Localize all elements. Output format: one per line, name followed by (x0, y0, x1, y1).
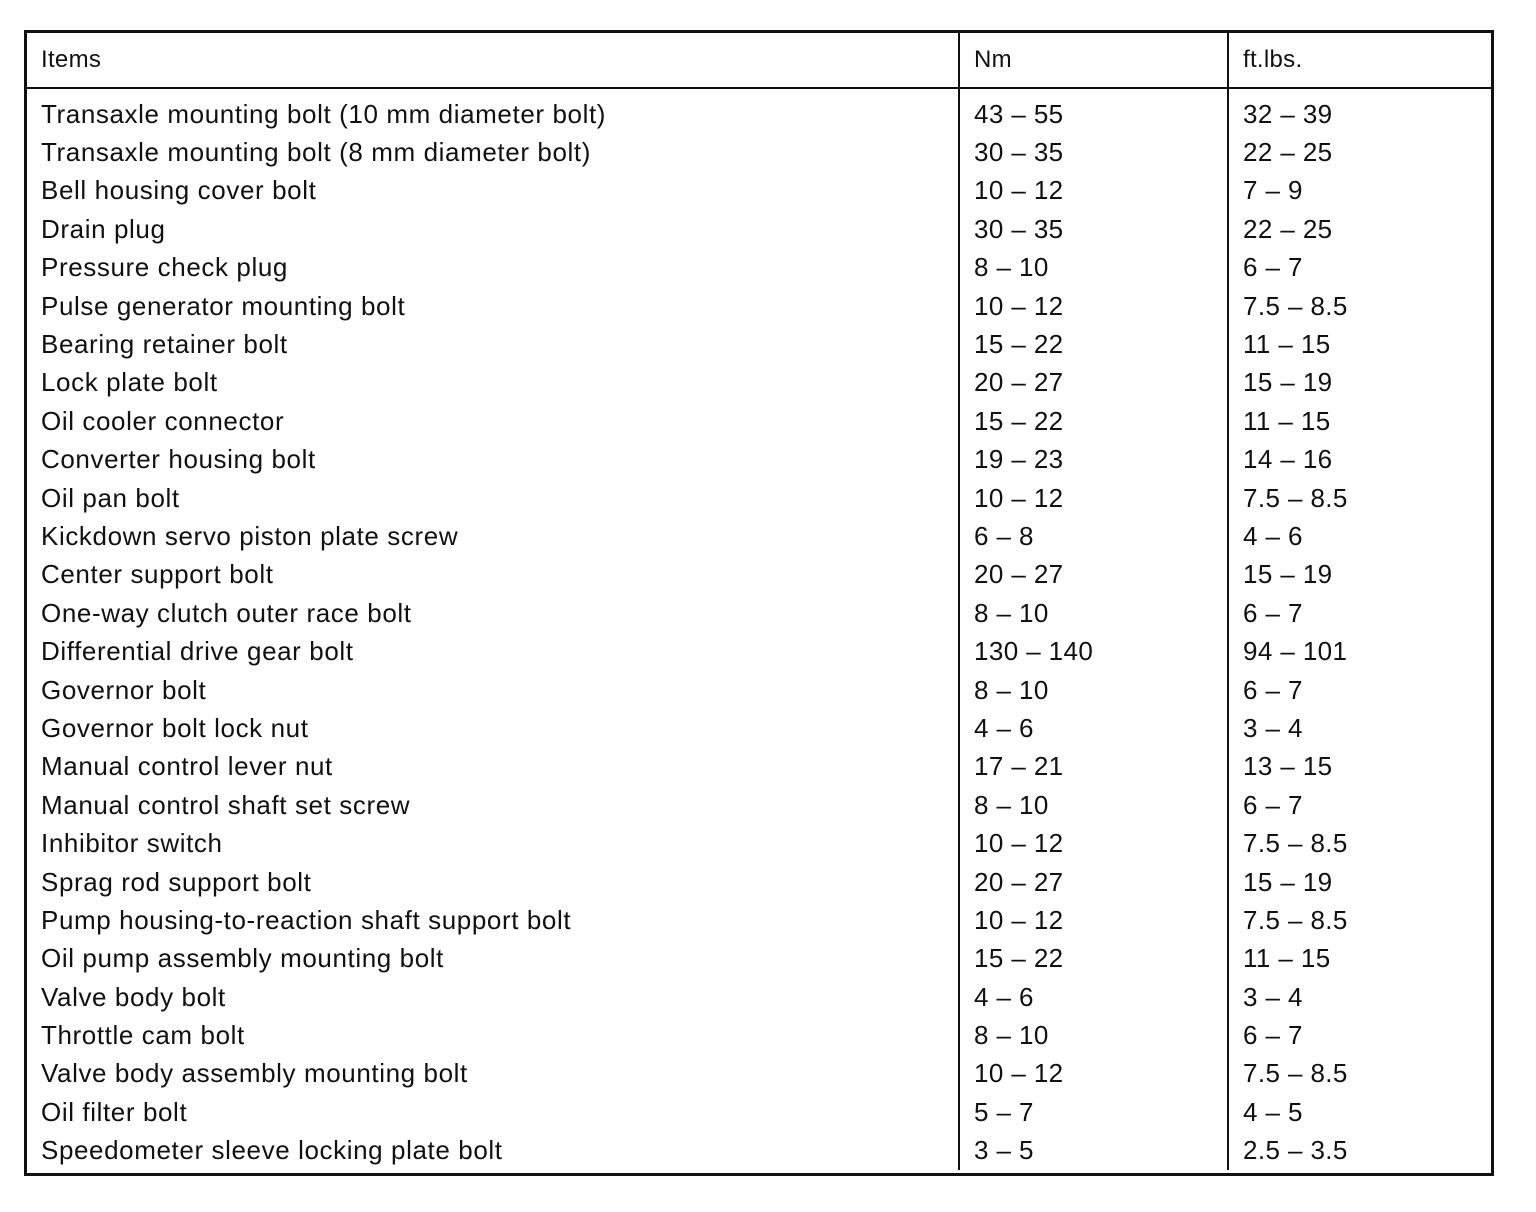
nm-cell: 10 – 12 (959, 479, 1228, 517)
header-row (27, 33, 1491, 88)
table-row (27, 978, 1491, 1016)
item-cell: Pulse generator mounting bolt (41, 290, 406, 321)
table-row (27, 594, 1491, 632)
item-cell: Transaxle mounting bolt (10 mm diameter bolt) (41, 98, 607, 129)
item-cell: Manual control lever nut (41, 751, 333, 782)
table-row (27, 748, 1491, 786)
ftlbs-cell: 14 – 16 (1228, 441, 1491, 479)
item-cell: Pump housing-to-reaction shaft support bolt (41, 904, 572, 935)
ftlbs-cell: 13 – 15 (1228, 748, 1491, 786)
nm-cell: 3 – 5 (959, 1132, 1228, 1170)
torque-spec-table (27, 33, 1491, 1170)
table-row (27, 210, 1491, 248)
item-cell: Oil filter bolt (41, 1096, 188, 1127)
nm-cell: 8 – 10 (959, 1016, 1228, 1054)
item-cell: Oil pan bolt (41, 482, 180, 513)
nm-cell: 17 – 21 (959, 748, 1228, 786)
ftlbs-cell: 6 – 7 (1228, 594, 1491, 632)
table-row (27, 556, 1491, 594)
ftlbs-cell: 7.5 – 8.5 (1228, 1055, 1491, 1093)
nm-cell: 10 – 12 (959, 824, 1228, 862)
ftlbs-cell: 7.5 – 8.5 (1228, 287, 1491, 325)
item-cell: Oil cooler connector (41, 405, 285, 436)
nm-cell: 19 – 23 (959, 441, 1228, 479)
table-row (27, 441, 1491, 479)
table-row (27, 632, 1491, 670)
table-row (27, 325, 1491, 363)
item-cell: Differential drive gear bolt (41, 636, 354, 667)
item-cell: Oil pump assembly mounting bolt (41, 943, 445, 974)
ftlbs-cell: 22 – 25 (1228, 210, 1491, 248)
item-cell: Speedometer sleeve locking plate bolt (41, 1135, 503, 1166)
nm-cell: 15 – 22 (959, 325, 1228, 363)
item-cell: Bearing retainer bolt (41, 329, 288, 360)
item-cell: Governor bolt lock nut (41, 712, 309, 743)
table-row (27, 901, 1491, 939)
nm-cell: 5 – 7 (959, 1093, 1228, 1131)
ftlbs-cell: 6 – 7 (1228, 1016, 1491, 1054)
table-row (27, 671, 1491, 709)
item-cell: Kickdown servo piston plate screw (41, 520, 459, 551)
item-cell: Pressure check plug (41, 252, 288, 283)
ftlbs-cell: 3 – 4 (1228, 978, 1491, 1016)
item-cell: Converter housing bolt (41, 444, 316, 475)
nm-cell: 30 – 35 (959, 133, 1228, 171)
ftlbs-cell: 15 – 19 (1228, 863, 1491, 901)
table-row (27, 364, 1491, 402)
table-row (27, 786, 1491, 824)
item-cell: Manual control shaft set screw (41, 789, 411, 820)
ftlbs-cell: 7.5 – 8.5 (1228, 901, 1491, 939)
ftlbs-cell: 94 – 101 (1228, 632, 1491, 670)
ftlbs-cell: 22 – 25 (1228, 133, 1491, 171)
item-cell: Transaxle mounting bolt (8 mm diameter bolt) (41, 137, 591, 168)
nm-cell: 15 – 22 (959, 402, 1228, 440)
nm-cell: 8 – 10 (959, 249, 1228, 287)
nm-cell: 30 – 35 (959, 210, 1228, 248)
nm-cell: 4 – 6 (959, 978, 1228, 1016)
ftlbs-cell: 6 – 7 (1228, 249, 1491, 287)
table-header (27, 33, 1491, 88)
ftlbs-cell: 32 – 39 (1228, 88, 1491, 133)
torque-spec-table-frame (24, 30, 1494, 1176)
item-cell: Center support bolt (41, 559, 274, 590)
nm-cell: 8 – 10 (959, 671, 1228, 709)
table-row (27, 863, 1491, 901)
nm-cell: 20 – 27 (959, 556, 1228, 594)
item-cell: Throttle cam bolt (41, 1020, 245, 1051)
ftlbs-cell: 4 – 6 (1228, 517, 1491, 555)
ftlbs-cell: 7.5 – 8.5 (1228, 824, 1491, 862)
item-cell: Lock plate bolt (41, 367, 218, 398)
item-cell: One-way clutch outer race bolt (41, 597, 412, 628)
nm-cell: 10 – 12 (959, 901, 1228, 939)
table-row (27, 824, 1491, 862)
item-cell: Sprag rod support bolt (41, 866, 312, 897)
table-row (27, 940, 1491, 978)
nm-cell: 10 – 12 (959, 1055, 1228, 1093)
table-row (27, 172, 1491, 210)
nm-cell: 20 – 27 (959, 364, 1228, 402)
column-header-items: Items (27, 33, 959, 88)
nm-cell: 15 – 22 (959, 940, 1228, 978)
ftlbs-cell: 11 – 15 (1228, 940, 1491, 978)
item-cell: Inhibitor switch (41, 828, 223, 859)
ftlbs-cell: 15 – 19 (1228, 556, 1491, 594)
column-header-ftlbs: ft.lbs. (1228, 33, 1491, 88)
nm-cell: 10 – 12 (959, 287, 1228, 325)
table-row (27, 133, 1491, 171)
table-row (27, 1132, 1491, 1170)
nm-cell: 8 – 10 (959, 786, 1228, 824)
table-row (27, 517, 1491, 555)
ftlbs-cell: 15 – 19 (1228, 364, 1491, 402)
table-row (27, 1055, 1491, 1093)
ftlbs-cell: 11 – 15 (1228, 402, 1491, 440)
table-row (27, 88, 1491, 133)
nm-cell: 8 – 10 (959, 594, 1228, 632)
ftlbs-cell: 7 – 9 (1228, 172, 1491, 210)
ftlbs-cell: 7.5 – 8.5 (1228, 479, 1491, 517)
table-row (27, 479, 1491, 517)
table-body (27, 88, 1491, 1170)
nm-cell: 4 – 6 (959, 709, 1228, 747)
ftlbs-cell: 2.5 – 3.5 (1228, 1132, 1491, 1170)
ftlbs-cell: 3 – 4 (1228, 709, 1491, 747)
ftlbs-cell: 6 – 7 (1228, 786, 1491, 824)
table-row (27, 1016, 1491, 1054)
nm-cell: 130 – 140 (959, 632, 1228, 670)
ftlbs-cell: 6 – 7 (1228, 671, 1491, 709)
item-cell: Governor bolt (41, 674, 207, 705)
nm-cell: 6 – 8 (959, 517, 1228, 555)
table-row (27, 287, 1491, 325)
table-row (27, 1093, 1491, 1131)
table-row (27, 249, 1491, 287)
item-cell: Valve body bolt (41, 981, 226, 1012)
column-header-nm: Nm (959, 33, 1228, 88)
ftlbs-cell: 4 – 5 (1228, 1093, 1491, 1131)
ftlbs-cell: 11 – 15 (1228, 325, 1491, 363)
item-cell: Valve body assembly mounting bolt (41, 1058, 468, 1089)
item-cell: Bell housing cover bolt (41, 175, 317, 206)
table-row (27, 402, 1491, 440)
item-cell: Drain plug (41, 213, 166, 244)
nm-cell: 10 – 12 (959, 172, 1228, 210)
table-row (27, 709, 1491, 747)
nm-cell: 43 – 55 (959, 88, 1228, 133)
nm-cell: 20 – 27 (959, 863, 1228, 901)
